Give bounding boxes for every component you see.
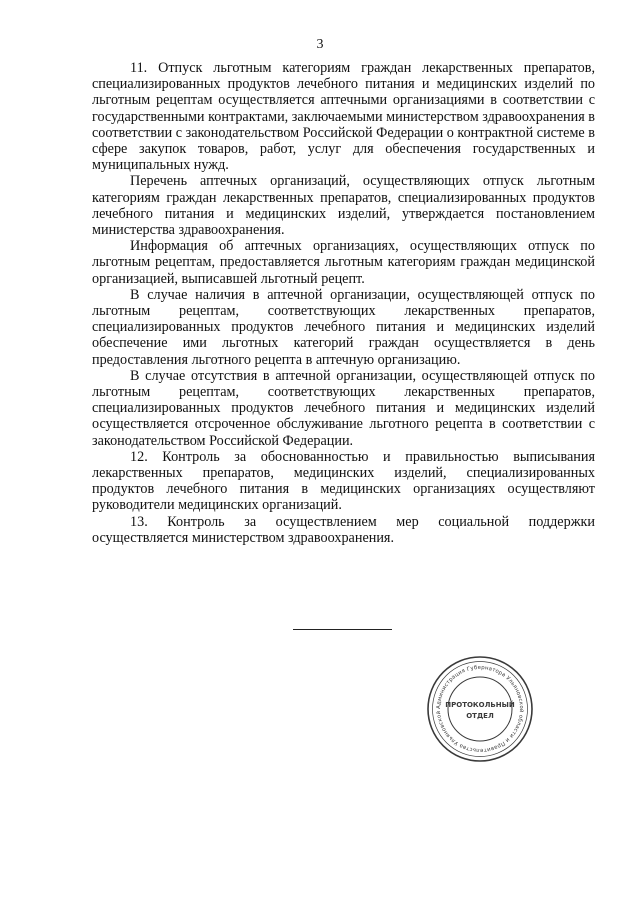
page-number: 3 (316, 37, 324, 52)
paragraph-pharmacy-list: Перечень аптечных организаций, осуществляющих отпуск льготным категориям граждан лекарственных препаратов, специализированных продуктов лечебного питания и медицинских изделий, утверждается постановлением министерства здравоохранения. (92, 173, 595, 239)
document-body (92, 60, 595, 546)
stamp-ring-text: Администрация Губернатора Ульяновской области и Правительства Ульяновской (435, 664, 525, 754)
paragraph-item-11: 11. Отпуск льготным категориям граждан лекарственных препаратов, специализированных продуктов лечебного питания и медицинских изделий по льготным рецептам осуществляется аптечными организациями в соответствии с государственными контрактами, заключаемыми министерством здравоохранения в соответствии с законодательством Российской Федерации о контрактной системе в сфере закупок товаров, работ, услуг для обеспечения государственных и муниципальных нужд. (92, 60, 595, 174)
paragraph-item-12: 12. Контроль за обоснованностью и правильностью выписывания лекарственных препаратов, медицинских изделий, специализированных продуктов лечебного питания в медицинских организациях осуществляют руководители медицинских организаций. (92, 448, 595, 514)
paragraph-pharmacy-info: Информация об аптечных организациях, осуществляющих отпуск по льготным рецептам, предоставляется льготным категориям граждан медицинской организацией, выписавшей льготный рецепт. (92, 238, 595, 287)
stamp-line-2: ОТДЕЛ (466, 712, 494, 720)
paragraph-absence: В случае отсутствия в аптечной организации, осуществляющей отпуск по льготным рецептам, соответствующих лекарственных препаратов, специализированных продуктов лечебного питания и медицинских изделий осуществляется отсроченное обслуживание льготного рецепта в соответствии с законодательством Российской Федерации. (92, 367, 595, 449)
stamp-line-1: ПРОТОКОЛЬНЫЙ (445, 701, 515, 709)
paragraph-availability: В случае наличия в аптечной организации, осуществляющей отпуск по льготным рецептам, соответствующих лекарственных препаратов, специализированных продуктов лечебного питания и медицинских изделий обеспечение ими льготных категорий граждан осуществляется в день предоставления льготного рецепта в аптечную организацию. (92, 286, 595, 368)
end-divider (293, 629, 392, 630)
paragraph-item-13: 13. Контроль за осуществлением мер социальной поддержки осуществляется министерством здравоохранения. (92, 513, 595, 546)
official-stamp (425, 654, 535, 764)
